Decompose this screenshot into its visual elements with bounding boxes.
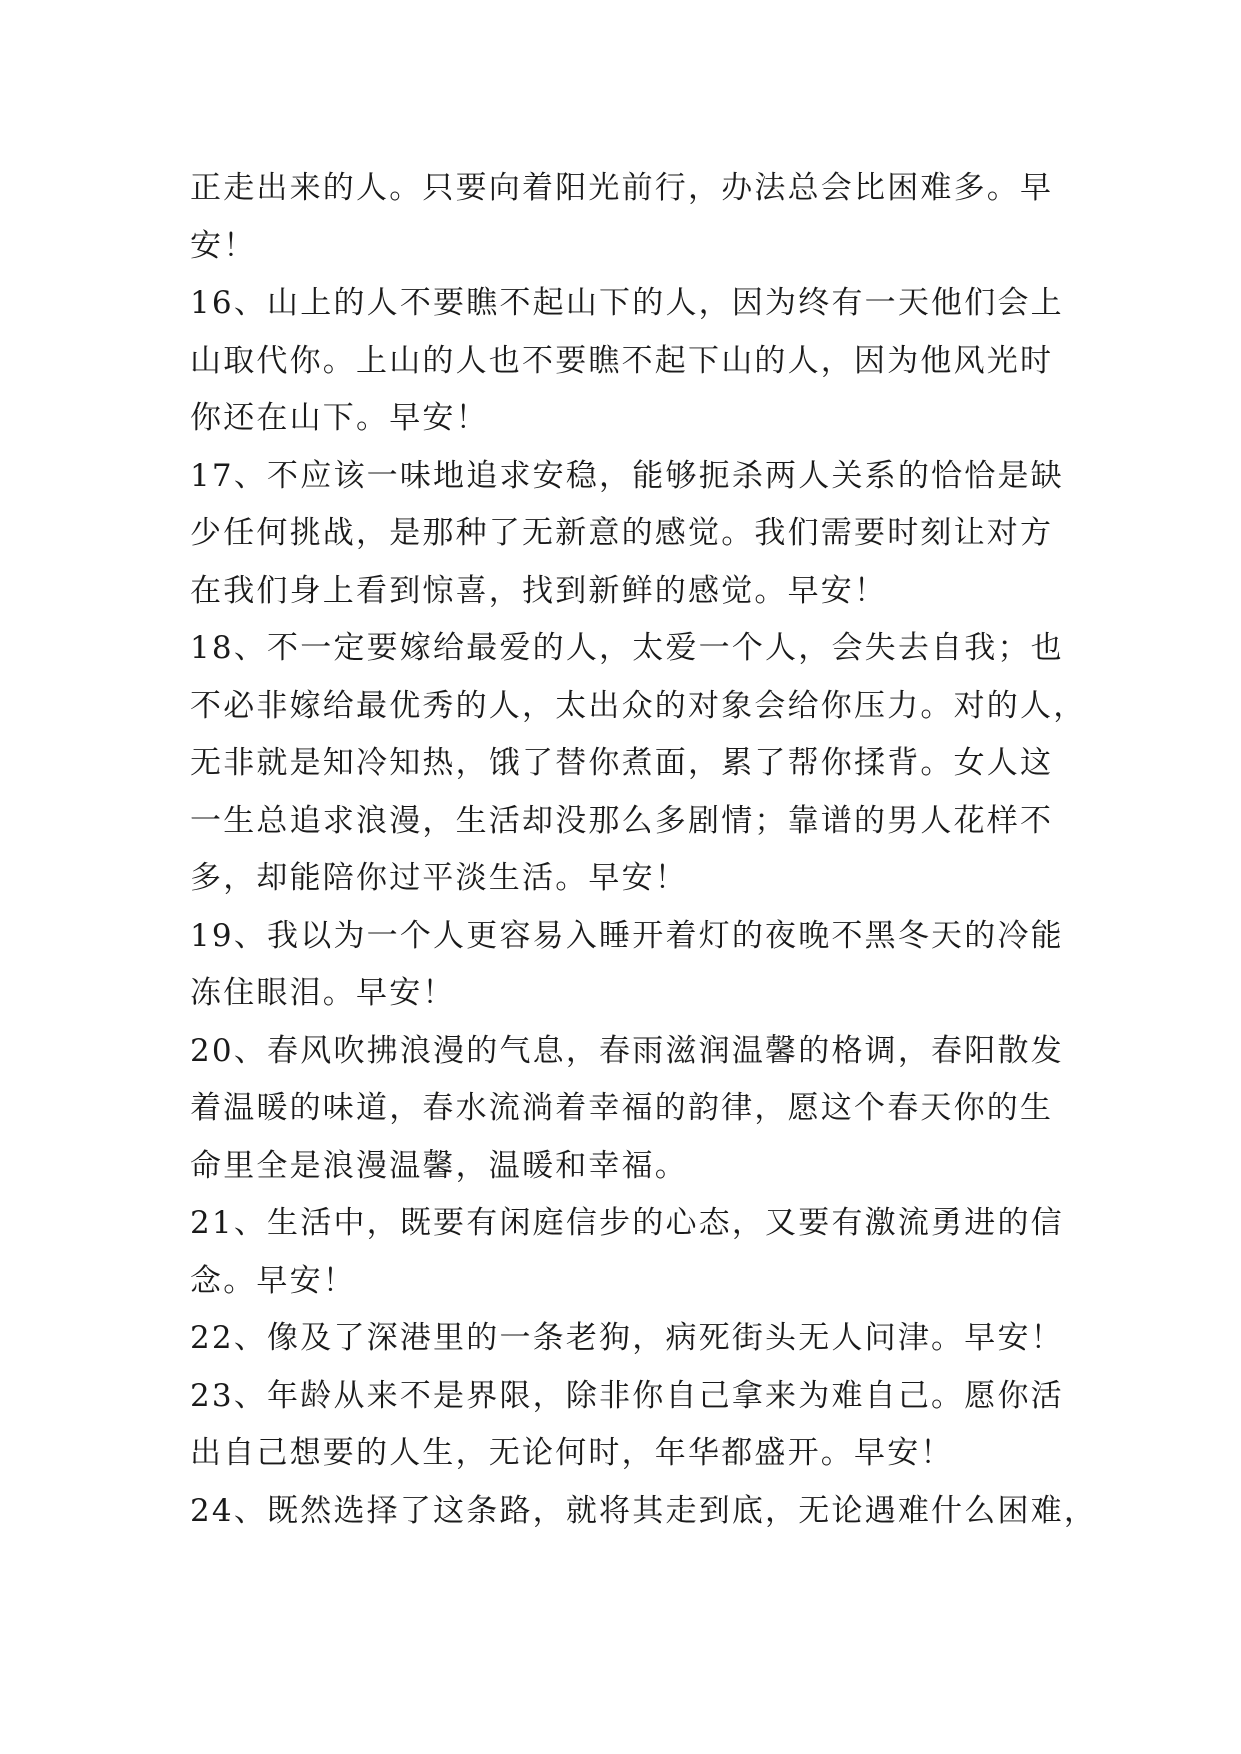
text-line: 念。早安！ [190, 1262, 356, 1299]
text-line: 冻住眼泪。早安！ [190, 975, 456, 1011]
text-line: 出自己想要的人生，无论何时，年华都盛开。早安！ [190, 1435, 954, 1471]
text-line: 17、不应该一味地追求安稳，能够扼杀两人关系的恰恰是缺 [190, 457, 1064, 494]
text-line: 24、既然选择了这条路，就将其走到底，无论遇难什么困难， [190, 1492, 1098, 1529]
text-line: 20、春风吹拂浪漫的气息，春雨滋润温馨的格调，春阳散发 [190, 1032, 1064, 1069]
text-line: 多，却能陪你过平淡生活。早安！ [190, 860, 688, 896]
text-line: 正走出来的人。只要向着阳光前行，办法总会比困难多。早 [190, 170, 1054, 206]
text-line: 16、山上的人不要瞧不起山下的人，因为终有一天他们会上 [190, 285, 1064, 321]
body-text [190, 160, 1098, 1540]
text-line: 19、我以为一个人更容易入睡开着灯的夜晚不黑冬天的冷能 [190, 917, 1064, 954]
text-line: 山取代你。上山的人也不要瞧不起下山的人，因为他风光时 [190, 342, 1054, 379]
text-line: 不必非嫁给最优秀的人，太出众的对象会给你压力。对的人， [190, 687, 1087, 724]
text-line: 命里全是浪漫温馨，温暖和幸福。 [190, 1147, 688, 1184]
text-line: 少任何挑战，是那种了无新意的感觉。我们需要时刻让对方 [190, 515, 1054, 551]
text-line: 22、像及了深港里的一条老狗，病死街头无人问津。早安！ [190, 1320, 1064, 1356]
text-line: 一生总追求浪漫，生活却没那么多剧情；靠谱的男人花样不 [190, 802, 1054, 839]
text-line: 21、生活中，既要有闲庭信步的心态，又要有激流勇进的信 [190, 1205, 1064, 1241]
text-line: 18、不一定要嫁给最爱的人，太爱一个人，会失去自我；也 [190, 630, 1064, 666]
text-line: 23、年龄从来不是界限，除非你自己拿来为难自己。愿你活 [190, 1377, 1064, 1414]
text-line: 安！ [190, 227, 257, 264]
text-line: 在我们身上看到惊喜，找到新鲜的感觉。早安！ [190, 572, 888, 609]
text-line: 着温暖的味道，春水流淌着幸福的韵律，愿这个春天你的生 [190, 1090, 1054, 1126]
text-line: 无非就是知冷知热，饿了替你煮面，累了帮你揉背。女人这 [190, 745, 1054, 781]
text-line: 你还在山下。早安！ [190, 400, 489, 436]
